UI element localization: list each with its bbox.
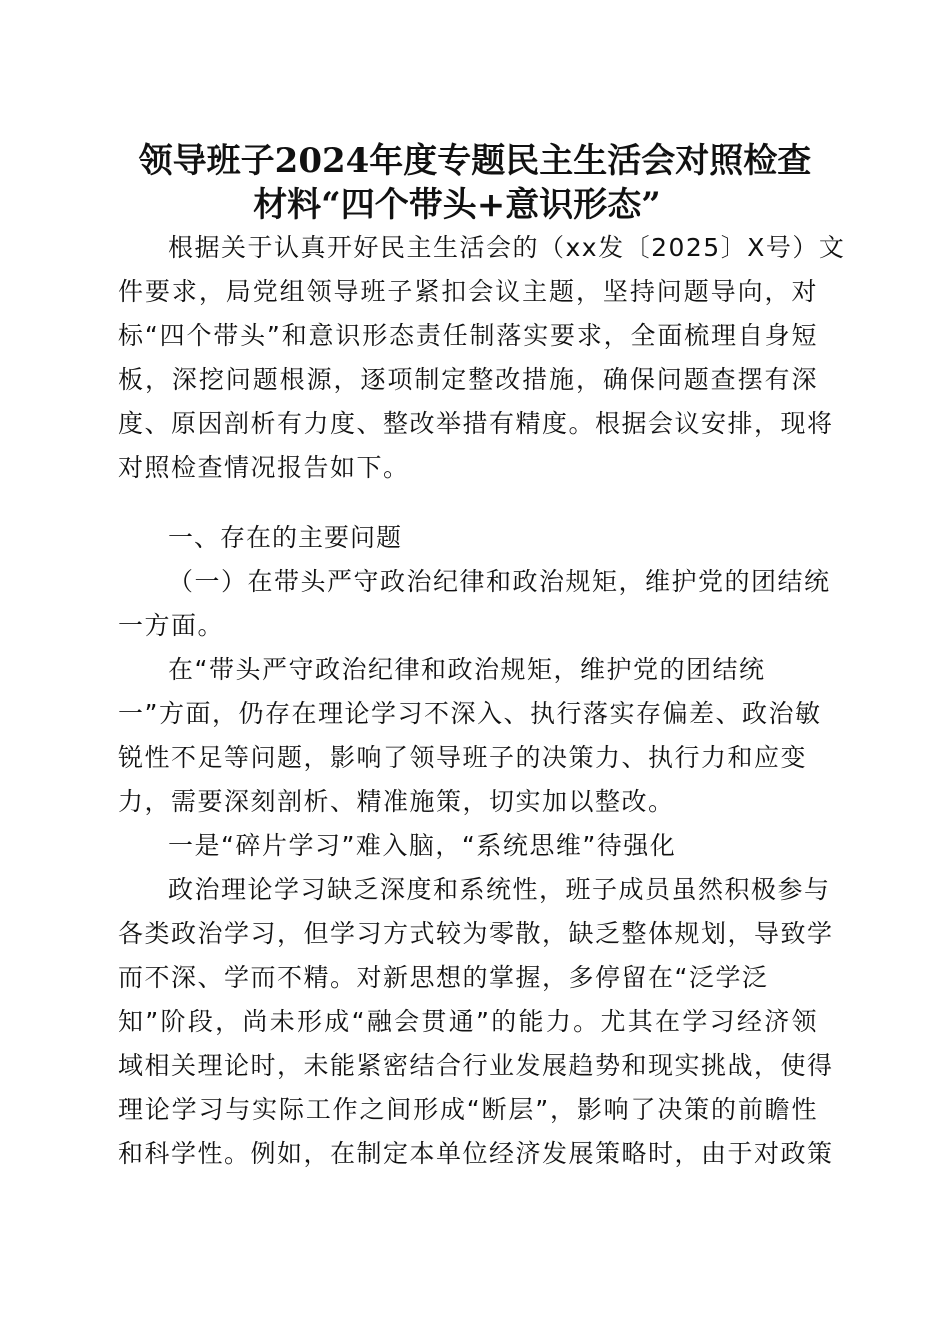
document-title-line-1: 领导班子2024年度专题民主生活会对照检查	[138, 141, 812, 181]
para3-line-1: 政治理论学习缺乏深度和系统性，班子成员虽然积极参与	[168, 875, 831, 904]
subsection-line-2: 一方面。	[118, 611, 225, 640]
para2-line-1: 在“带头严守政治纪律和政治规矩，维护党的团结统	[168, 655, 766, 684]
para3-line-2: 各类政治学习，但学习方式较为零散，缺乏整体规划，导致学	[118, 919, 834, 948]
intro-line-4: 板，深挖问题根源，逐项制定整改措施，确保问题查摆有深	[118, 365, 818, 394]
section-heading-1: 一、存在的主要问题	[168, 523, 403, 552]
intro-line-5: 度、原因剖析有力度、整改举措有精度。根据会议安排，现将	[118, 409, 834, 438]
para3-line-7: 和科学性。例如，在制定本单位经济发展策略时，由于对政策	[118, 1139, 834, 1168]
para2-line-3: 锐性不足等问题，影响了领导班子的决策力、执行力和应变	[118, 743, 808, 772]
intro-line-2: 件要求，局党组领导班子紧扣会议主题，坚持问题导向，对	[118, 277, 818, 306]
para3-line-4: 知”阶段，尚未形成“融会贯通”的能力。尤其在学习经济领	[118, 1007, 818, 1036]
subsection-line-1: （一）在带头严守政治纪律和政治规矩，维护党的团结统	[168, 567, 831, 596]
intro-line-1: 根据关于认真开好民主生活会的（xx发〔2025〕X号）文	[168, 233, 846, 262]
para2-line-4: 力，需要深刻剖析、精准施策，切实加以整改。	[118, 787, 675, 816]
para2-line-2: 一”方面，仍存在理论学习不深入、执行落实存偏差、政治敏	[118, 699, 822, 728]
para3-line-5: 域相关理论时，未能紧密结合行业发展趋势和现实挑战，使得	[118, 1051, 834, 1080]
para3-line-6: 理论学习与实际工作之间形成“断层”，影响了决策的前瞻性	[118, 1095, 818, 1124]
para3-line-3: 而不深、学而不精。对新思想的掌握，多停留在“泛学泛	[118, 963, 769, 992]
intro-line-3: 标“四个带头”和意识形态责任制落实要求，全面梳理自身短	[118, 321, 818, 350]
point-heading-1: 一是“碎片学习”难入脑，“系统思维”待强化	[168, 831, 677, 860]
document-title-line-2: 材料“四个带头+意识形态”	[253, 185, 661, 225]
intro-line-6: 对照检查情况报告如下。	[118, 453, 410, 482]
